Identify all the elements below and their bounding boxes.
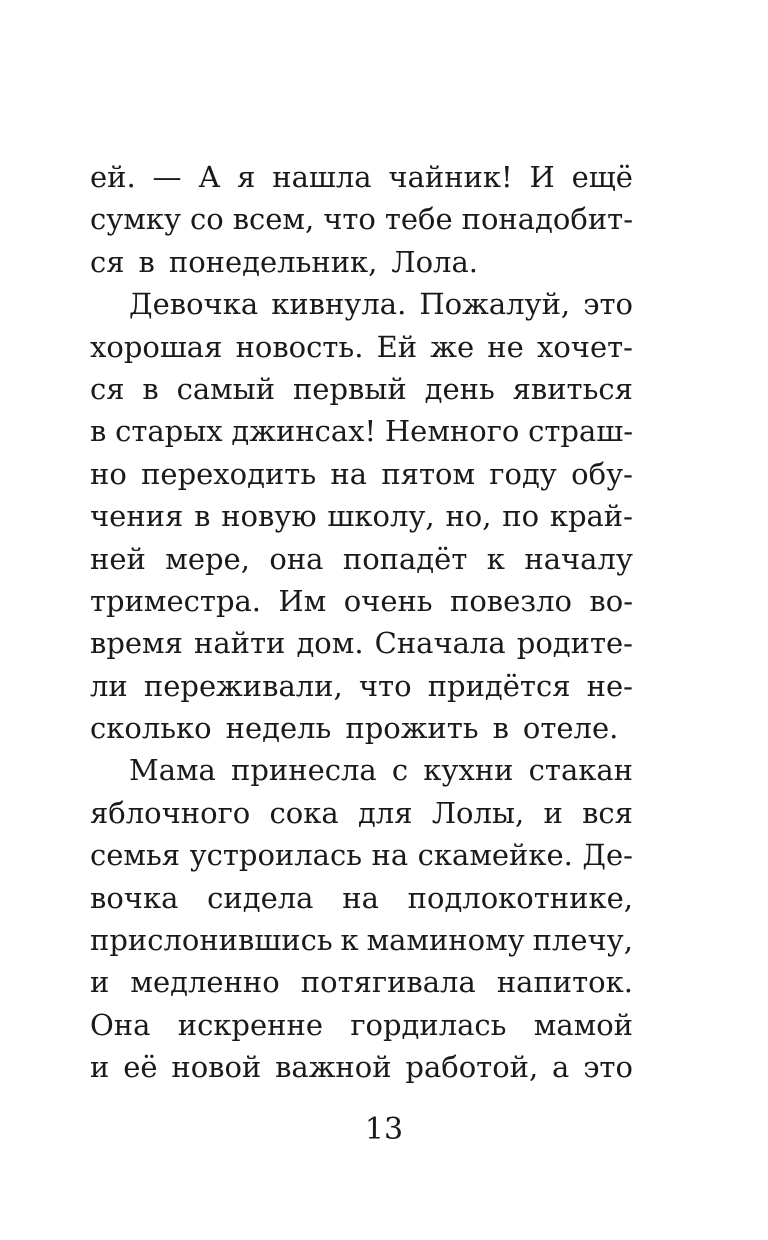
paragraph: [90, 283, 633, 749]
word: хочет-: [536, 329, 633, 364]
text-line: [90, 1046, 633, 1088]
word: всем,: [232, 202, 315, 237]
word: Де-: [582, 838, 633, 873]
text-line: [90, 834, 633, 876]
word: что: [323, 202, 376, 237]
word: дом.: [296, 626, 364, 661]
word: Им: [278, 583, 327, 618]
paragraph: [90, 156, 633, 283]
word: джинсах!: [231, 414, 377, 449]
word: она: [269, 541, 324, 576]
word: мере,: [165, 541, 250, 576]
word: старых: [115, 414, 223, 449]
text-line: [90, 1004, 633, 1046]
word: новую: [221, 499, 317, 534]
word: яблочного: [90, 795, 251, 830]
word: Пожалуй,: [419, 287, 571, 322]
word: семья: [90, 838, 181, 873]
word: напиток.: [496, 965, 633, 1000]
word: ся: [90, 244, 125, 279]
text-line: [90, 410, 633, 452]
word: в: [492, 711, 509, 746]
word: день: [424, 371, 495, 406]
text-line: [90, 495, 633, 537]
word: самый: [176, 371, 276, 406]
word: время: [90, 626, 183, 661]
word: Она: [90, 1007, 151, 1042]
text-line: [90, 877, 633, 919]
word: новой: [171, 1050, 262, 1085]
word: вочка: [90, 880, 179, 915]
word: ещё: [571, 160, 633, 194]
text-line: [90, 580, 633, 622]
text-line: [90, 453, 633, 495]
word: кивнула.: [271, 287, 407, 322]
word: попадёт: [342, 541, 468, 576]
text-line: [90, 283, 633, 325]
word: медленно: [130, 965, 280, 1000]
word: работой,: [405, 1050, 539, 1085]
word: плечу,: [532, 923, 633, 958]
text-line: [90, 368, 633, 410]
word: придётся: [427, 668, 571, 703]
word: И: [529, 160, 555, 194]
word: обу-: [571, 456, 633, 491]
word: кухни: [423, 753, 514, 788]
word: сидела: [207, 880, 314, 915]
word: хорошая: [90, 329, 223, 364]
text-line: [90, 538, 633, 580]
word: с: [391, 753, 409, 788]
word: в: [194, 499, 211, 534]
word: первый: [292, 371, 407, 406]
text-line: [90, 241, 633, 283]
word: устроилась: [189, 838, 363, 873]
word: очень: [343, 583, 433, 618]
word: чения: [90, 499, 184, 534]
word: переходить: [141, 456, 317, 491]
word: страш-: [528, 414, 633, 449]
word: и: [543, 795, 563, 830]
text-line: [90, 198, 633, 240]
word: потягивала: [300, 965, 476, 1000]
word: ли: [90, 668, 128, 703]
word: скамейке.: [417, 838, 573, 873]
word: нашла: [272, 160, 372, 194]
word: на: [330, 456, 368, 491]
text-line: [90, 919, 633, 961]
word: подлокотнике,: [407, 880, 633, 915]
word: что: [358, 668, 412, 703]
word: важной: [275, 1050, 392, 1085]
word: я: [237, 160, 256, 194]
word: но: [90, 456, 127, 491]
word: сока: [269, 795, 339, 830]
word: явиться: [512, 371, 633, 406]
word: и: [90, 1050, 110, 1085]
word: новость.: [235, 329, 364, 364]
text-line: [90, 665, 633, 707]
word: Немного: [384, 414, 520, 449]
word: понадобит-: [461, 202, 633, 237]
text-line: [90, 156, 633, 198]
word: не-: [586, 668, 633, 703]
word: гордилась: [350, 1007, 507, 1042]
word: прислонившись: [90, 923, 333, 958]
word: А: [198, 160, 221, 194]
text-line: [90, 622, 633, 664]
word: со: [190, 202, 224, 237]
word: школу,: [327, 499, 435, 534]
word: это: [583, 1050, 633, 1085]
word: началу: [524, 541, 633, 576]
word: маминому: [366, 923, 525, 958]
text-line: [90, 707, 633, 749]
page-number: 13: [364, 1112, 404, 1147]
word: не: [487, 329, 524, 364]
word: Сначала: [374, 626, 506, 661]
word: сумку: [90, 202, 182, 237]
word: к: [486, 541, 505, 576]
word: искренне: [177, 1007, 323, 1042]
word: году: [489, 456, 557, 491]
word: вся: [582, 795, 633, 830]
word: во-: [589, 583, 633, 618]
word: и: [90, 965, 110, 1000]
word: а: [552, 1050, 570, 1085]
word: ней: [90, 541, 146, 576]
word: принесла: [231, 753, 377, 788]
word: недель: [225, 711, 332, 746]
word: её: [123, 1050, 158, 1085]
word: ся: [90, 371, 125, 406]
word: переживали,: [143, 668, 343, 703]
word: для: [357, 795, 413, 830]
body-text: [90, 156, 633, 1089]
word: в: [142, 371, 159, 406]
word: мамой: [533, 1007, 633, 1042]
word: пятом: [381, 456, 476, 491]
word: по: [502, 499, 540, 534]
word: Ей: [376, 329, 418, 364]
text-line: [90, 326, 633, 368]
word: Мама: [129, 753, 216, 788]
word: Девочка: [129, 287, 259, 322]
word: в: [138, 244, 155, 279]
word: тебе: [384, 202, 453, 237]
text-line: [90, 749, 633, 791]
word: родите-: [516, 626, 633, 661]
word: отеле.: [522, 711, 619, 746]
word: это: [583, 287, 633, 322]
word: но,: [445, 499, 492, 534]
word: найти: [194, 626, 286, 661]
word: Лолы,: [431, 795, 525, 830]
word: на: [371, 838, 409, 873]
word: чайник!: [388, 160, 513, 194]
text-line: [90, 792, 633, 834]
word: край-: [549, 499, 633, 534]
word: сколько: [90, 711, 212, 746]
word: понедельник,: [168, 244, 378, 279]
word: на: [342, 880, 379, 915]
word: повезло: [450, 583, 572, 618]
word: прожить: [345, 711, 479, 746]
word: в: [90, 414, 107, 449]
text-line: [90, 961, 633, 1003]
word: —: [152, 160, 182, 194]
paragraph: [90, 749, 633, 1088]
word: ей.: [90, 160, 136, 194]
word: Лола.: [391, 244, 478, 279]
word: к: [340, 923, 359, 958]
word: стакан: [528, 753, 633, 788]
word: триместра.: [90, 583, 262, 618]
word: же: [430, 329, 475, 364]
